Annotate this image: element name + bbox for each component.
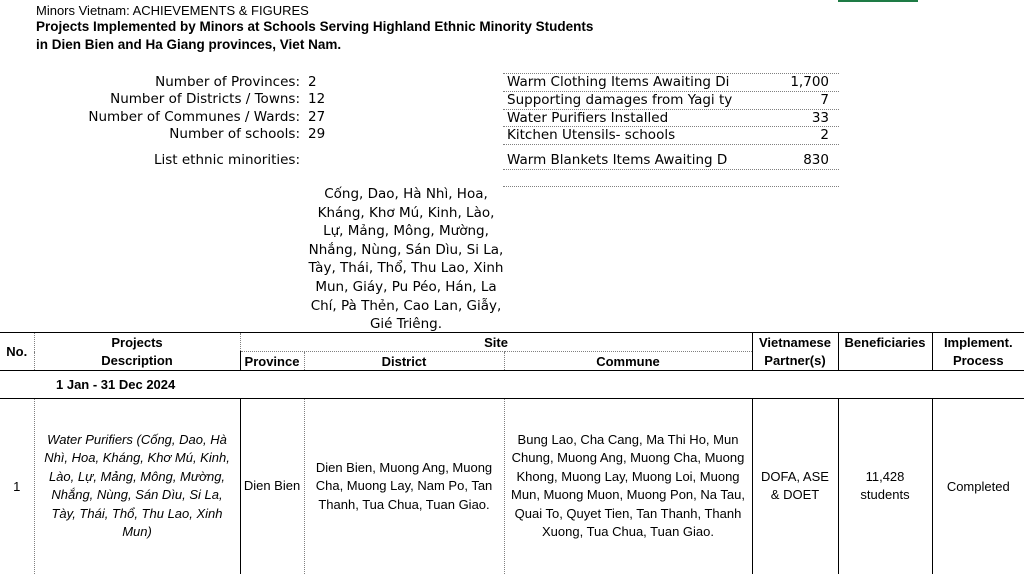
title-line-1: Projects Implemented by Minors at Schools Serving Highland Ethnic Minority Students bbox=[36, 19, 594, 34]
items-divider bbox=[503, 144, 839, 145]
row-district: Dien Bien, Muong Ang, Muong Cha, Muong Lay, Nam Po, Tan Thanh, Tua Chua, Tuan Giao. bbox=[304, 399, 504, 574]
org-heading: Minors Vietnam: ACHIEVEMENTS & FIGURES bbox=[36, 3, 309, 18]
item-name: Kitchen Utensils- schools bbox=[507, 127, 676, 143]
header-site: Site bbox=[240, 333, 752, 352]
header-partner-line1: Vietnamese bbox=[752, 333, 838, 352]
item-value: 2 bbox=[820, 127, 829, 143]
stat-label-provinces: Number of Provinces: bbox=[155, 74, 300, 90]
row-province: Dien Bien bbox=[240, 399, 304, 574]
item-value: 33 bbox=[811, 110, 829, 126]
header-district: District bbox=[304, 352, 504, 371]
item-row bbox=[503, 152, 839, 170]
ethnic-label: List ethnic minorities: bbox=[153, 152, 300, 168]
projects-table bbox=[0, 332, 1024, 574]
title-line-2: in Dien Bien and Ha Giang provinces, Viet Nam. bbox=[36, 37, 342, 52]
selection-indicator bbox=[838, 0, 918, 2]
row-process: Completed bbox=[932, 399, 1024, 574]
header-beneficiaries: Beneficiaries bbox=[838, 333, 932, 352]
header-row-1 bbox=[0, 333, 1024, 352]
item-row bbox=[503, 74, 839, 92]
header-row-2 bbox=[0, 352, 1024, 371]
stat-value-communes: 27 bbox=[308, 109, 326, 125]
stat-value-schools: 29 bbox=[308, 126, 326, 142]
header-commune: Commune bbox=[504, 352, 752, 371]
period-spacer bbox=[0, 371, 34, 399]
row-commune: Bung Lao, Cha Cang, Ma Thi Ho, Mun Chung, Muong Ang, Muong Cha, Muong Khong, Muong Lay, Muong Loi, Muong Mun, Muong Muon, Muong Pon, Na Tau, Quai To, Quyet Tien, Tan Thanh, Thanh Xuong, Tua Chua, Tuan Giao. bbox=[504, 399, 752, 574]
header-projects-line2: Description bbox=[34, 352, 240, 371]
stat-label-schools: Number of schools: bbox=[169, 126, 300, 142]
header-province: Province bbox=[240, 352, 304, 371]
period-row bbox=[0, 371, 1024, 399]
items-divider bbox=[503, 169, 839, 170]
header-implement-line1: Implement. bbox=[932, 333, 1024, 352]
period-label: 1 Jan - 31 Dec 2024 bbox=[34, 371, 1024, 399]
stat-label-districts: Number of Districts / Towns: bbox=[110, 91, 300, 107]
table-row bbox=[0, 399, 1024, 574]
row-no: 1 bbox=[13, 478, 21, 494]
row-partner: DOFA, ASE & DOET bbox=[752, 399, 838, 574]
row-description: Water Purifiers (Cống, Dao, Hà Nhì, Hoa, Kháng, Khơ Mú, Kinh, Lào, Lự, Mảng, Mông, Mường, Nhắng, Nùng, Sán Dìu, Si La, Tày, Thái, Thổ, Thu Lao, Xinh Mun) bbox=[34, 399, 240, 574]
item-value: 830 bbox=[803, 152, 829, 168]
item-row bbox=[503, 127, 839, 145]
stat-value-districts: 12 bbox=[308, 91, 326, 107]
header-implement-line2: Process bbox=[932, 352, 1024, 371]
header-projects-line1: Projects bbox=[34, 333, 240, 352]
header-no: No. bbox=[0, 333, 34, 371]
item-value: 7 bbox=[820, 92, 829, 108]
ethnic-minorities-list: Cống, Dao, Hà Nhì, Hoa, Kháng, Khơ Mú, Kinh, Lào, Lự, Mảng, Mông, Mường, Nhắng, Nùng, Sán Dìu, Si La, Tày, Thái, Thổ, Thu Lao, Xinh Mun, Giáy, Pu Péo, Hán, La Chí, Pà Thẻn, Cao Lan, Giẫy, Gié Triêng. bbox=[308, 186, 504, 333]
items-divider bbox=[503, 186, 839, 187]
item-name: Supporting damages from Yagi ty bbox=[507, 92, 733, 108]
item-name: Warm Clothing Items Awaiting Di bbox=[507, 74, 730, 90]
item-value: 1,700 bbox=[790, 74, 829, 90]
header-beneficiaries-blank bbox=[838, 352, 932, 371]
item-name: Warm Blankets Items Awaiting D bbox=[507, 152, 728, 168]
item-row bbox=[503, 92, 839, 110]
stat-label-communes: Number of Communes / Wards: bbox=[88, 109, 300, 125]
header-partner-line2: Partner(s) bbox=[752, 352, 838, 371]
item-name: Water Purifiers Installed bbox=[507, 110, 669, 126]
stat-value-provinces: 2 bbox=[308, 74, 317, 90]
row-beneficiaries: 11,428 students bbox=[838, 399, 932, 574]
